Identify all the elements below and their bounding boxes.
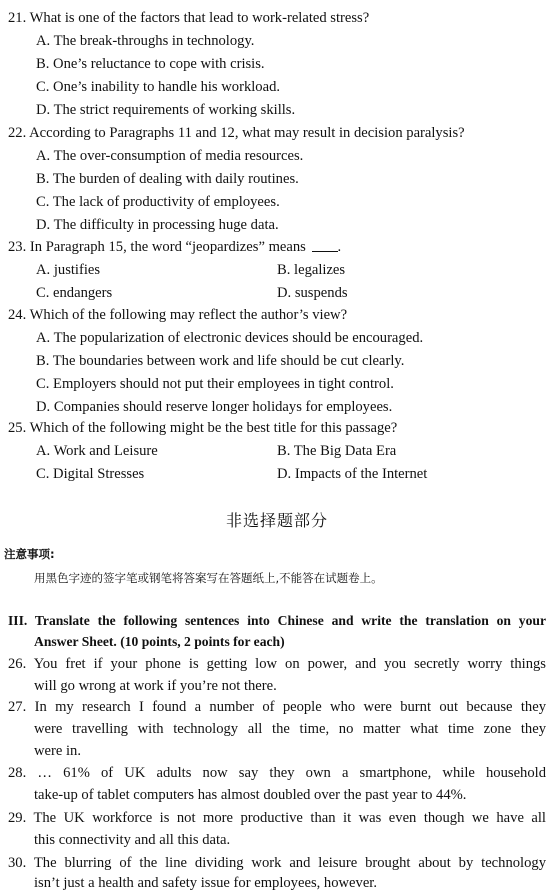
question-21-option-c: C. One’s inability to handle his workload. <box>36 79 281 95</box>
translation-27-line2: were travelling with technology all the time, no matter what time zone they <box>34 721 546 737</box>
notice-text: 用黑色字迹的签字笔或钢笔将答案写在答题纸上,不能答在试题卷上。 <box>34 571 383 585</box>
question-24-option-c: C. Employers should not put their employees in tight control. <box>36 376 394 392</box>
notice-label: 注意事项: <box>4 547 55 561</box>
translation-28-line2: take-up of tablet computers has almost doubled over the past year to 44%. <box>34 787 467 803</box>
part3-header-line2: Answer Sheet. (10 points, 2 points for each) <box>34 634 285 649</box>
question-21-option-d: D. The strict requirements of working skills. <box>36 102 296 118</box>
question-23-stem-line <box>8 237 341 257</box>
answer-blank <box>312 239 338 252</box>
translation-30-line1: 30. The blurring of the line dividing work and leisure brought about by technology <box>8 855 546 871</box>
question-24-option-a: A. The popularization of electronic devices should be encouraged. <box>36 330 424 346</box>
question-23-option-c: C. endangers <box>36 285 113 301</box>
translation-29-line2: this connectivity and all this data. <box>34 832 231 848</box>
question-22-option-c: C. The lack of productivity of employees. <box>36 194 280 210</box>
question-25-option-d: D. Impacts of the Internet <box>277 466 428 482</box>
question-25-option-b: B. The Big Data Era <box>277 443 397 459</box>
translation-29-line1: 29. The UK workforce is not more productive than it was even though we have all <box>8 810 546 826</box>
question-25-option-c: C. Digital Stresses <box>36 466 145 482</box>
question-23-option-d: D. suspends <box>277 285 348 301</box>
translation-28-line1: 28. … 61% of UK adults now say they own a smartphone, while household <box>8 765 546 781</box>
question-21-option-b: B. One’s reluctance to cope with crisis. <box>36 56 265 72</box>
part3-header-line1: III. Translate the following sentences into Chinese and write the translation on your <box>8 613 546 628</box>
question-24-stem: 24. Which of the following may reflect the author’s view? <box>8 307 348 323</box>
translation-26-line2: will go wrong at work if you’re not there. <box>34 678 277 694</box>
question-23-option-b: B. legalizes <box>277 262 346 278</box>
question-25-option-a: A. Work and Leisure <box>36 443 158 459</box>
translation-30-line2: isn’t just a health and safety issue for employees, however. <box>34 875 378 891</box>
question-22-option-d: D. The difficulty in processing huge data. <box>36 217 279 233</box>
question-21-stem: 21. What is one of the factors that lead to work-related stress? <box>8 10 370 26</box>
question-22-stem: 22. According to Paragraphs 11 and 12, what may result in decision paralysis? <box>8 125 465 141</box>
section-title: 非选择题部分 <box>225 511 328 530</box>
translation-27-line1: 27. In my research I found a number of people who were burnt out because they <box>8 699 546 715</box>
question-22-option-a: A. The over-consumption of media resources. <box>36 148 304 164</box>
translation-27-line3: were in. <box>34 743 82 759</box>
question-23-stem: 23. In Paragraph 15, the word “jeopardizes” means <box>8 239 306 255</box>
question-22-option-b: B. The burden of dealing with daily routines. <box>36 171 299 187</box>
question-23-stem-end: . <box>337 239 342 255</box>
question-25-stem: 25. Which of the following might be the best title for this passage? <box>8 420 398 436</box>
question-24-option-d: D. Companies should reserve longer holidays for employees. <box>36 399 393 415</box>
translation-26-line1: 26. You fret if your phone is getting low on power, and you secretly worry things <box>8 656 546 672</box>
question-24-option-b: B. The boundaries between work and life should be cut clearly. <box>36 353 405 369</box>
question-23-option-a: A. justifies <box>36 262 101 278</box>
question-21-option-a: A. The break-throughs in technology. <box>36 33 255 49</box>
